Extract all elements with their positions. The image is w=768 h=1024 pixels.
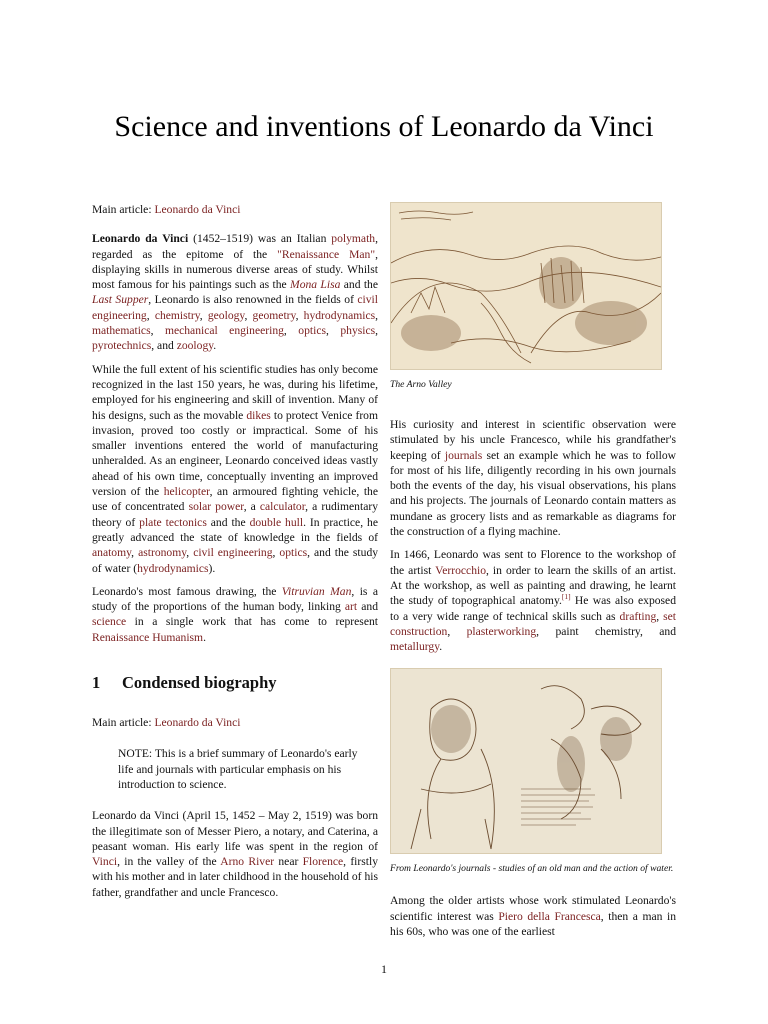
section-main-article-link[interactable]: Leonardo da Vinci [154, 716, 241, 730]
inline-link[interactable]: drafting [619, 609, 657, 623]
text-run: , is a study of the proportions of the human body, linking [92, 584, 378, 614]
text-run: In 1466, Leonardo was sent to Florence to the workshop of the artist [390, 548, 676, 577]
inline-link[interactable]: Florence [302, 855, 344, 869]
arno-valley-image[interactable] [390, 202, 662, 370]
text-run: . In practice, he greatly advanced the state of knowledge in the fields of [92, 515, 378, 544]
text-run: , a [243, 500, 260, 514]
text-run: , in the valley of the [117, 855, 221, 869]
text-run: , [375, 324, 379, 338]
text-run: , in order to learn the skills of an artist. At the workshop, as well as painting and drawing, he learnt the study of topographical anatomy. [390, 563, 676, 608]
bold-text: Leonardo da Vinci [92, 232, 189, 246]
inline-link[interactable]: helicopter [163, 485, 210, 499]
text-run: , [656, 609, 664, 623]
inline-link[interactable]: optics [298, 324, 326, 338]
text-run: , displaying skills in numerous diverse areas of study. Whilst most famous for his paintings such as the [92, 247, 378, 292]
main-article-prefix: Main article: [92, 203, 155, 216]
section-heading [92, 673, 378, 693]
inline-link[interactable]: Last Supper [92, 293, 149, 307]
text-run: and the [206, 515, 250, 529]
inline-link[interactable]: Arno River [220, 855, 275, 869]
inline-link[interactable]: plasterworking [466, 624, 537, 638]
inline-link[interactable]: Mona Lisa [290, 278, 341, 292]
inline-link[interactable]: set construction [390, 609, 676, 638]
section-main-article-prefix: Main article: [92, 716, 155, 730]
inline-link[interactable]: mathematics [92, 324, 151, 338]
inline-link[interactable]: art [344, 600, 358, 614]
note-box: NOTE: This is a brief summary of Leonardo's early life and journals with particular emphasis on his introduction to science. [118, 747, 358, 791]
text-run: , an armoured fighting vehicle, the use of concentrated [92, 485, 378, 514]
inline-link[interactable]: journals [444, 448, 483, 462]
inline-link[interactable]: hydrodynamics [303, 308, 376, 322]
section-number: 1 [92, 673, 101, 693]
inline-link[interactable]: metallurgy [390, 640, 440, 654]
text-run: , [447, 624, 467, 638]
inline-link[interactable]: anatomy [92, 546, 132, 560]
text-run: , [295, 308, 304, 322]
figure-arno-valley [390, 202, 676, 391]
inline-link[interactable]: Piero della Francesca [498, 909, 601, 923]
inline-link[interactable]: Renaissance Humanism [92, 630, 204, 644]
text-run: Among the older artists whose work stimulated Leonardo's scientific interest was [390, 894, 676, 923]
text-run: . [213, 339, 217, 353]
text-run: While the full extent of his scientific studies has only become recognized in the last 150 years, he was, during his lifetime, employed for his engineering and skill of invention. Many of his designs, such as the movable [92, 362, 378, 422]
page-title: Science and inventions of Leonardo da Vinci [114, 110, 654, 143]
text-run: , [244, 308, 253, 322]
inline-link[interactable]: civil engineering [193, 546, 273, 560]
text-run: , [131, 546, 139, 560]
text-run: He was also exposed to a very wide range of technical skills such as [390, 594, 676, 623]
right-paragraph-3 [390, 893, 676, 939]
inline-link[interactable]: mechanical engineering [164, 324, 284, 338]
main-article-line [92, 202, 378, 217]
journal-studies-image[interactable] [390, 668, 662, 854]
text-run: , and [151, 339, 177, 353]
text-run: , paint chemistry, and [536, 624, 676, 638]
text-run: near [274, 855, 303, 869]
section-main-article-line [92, 715, 378, 730]
inline-link[interactable]: physics [340, 324, 376, 338]
page-number: 1 [381, 962, 387, 976]
right-paragraph-1 [390, 417, 676, 539]
right-column [390, 202, 676, 947]
inline-link[interactable]: calculator [259, 500, 306, 514]
intro-paragraph-2 [92, 362, 378, 576]
text-run: , [325, 324, 341, 338]
biography-paragraph-1 [92, 808, 378, 900]
inline-link[interactable]: geology [207, 308, 245, 322]
inline-link[interactable]: plate tectonics [139, 515, 207, 529]
arno-valley-sketch [391, 203, 661, 369]
text-run: to protect Venice from invasion, proved too costly or impractical. Some of his smaller inventions entered the world of manufacturing unheralded. As an engineer, Leonardo conceived ideas vastly ahead of his own time, conceptually inventing an improved version of the [92, 408, 378, 499]
right-paragraph-2 [390, 547, 676, 654]
text-run: , Leonardo is also renowned in the fields of [148, 293, 358, 307]
left-column [92, 202, 378, 908]
text-run: , [146, 308, 155, 322]
intro-paragraph-1 [92, 231, 378, 353]
inline-link[interactable]: pyrotechnics [92, 339, 152, 353]
inline-link[interactable]: astronomy [138, 546, 187, 560]
inline-link[interactable]: Vitruvian Man [281, 584, 352, 598]
text-run: , a rudimentary theory of [92, 500, 378, 529]
text-run: , and the study of water ( [92, 546, 379, 575]
text-run: . [439, 640, 443, 654]
figure-caption-journal-studies: From Leonardo's journals - studies of an old man and the action of water. [390, 863, 674, 875]
text-run: , [199, 308, 208, 322]
text-run: ). [208, 561, 216, 575]
text-run: and [357, 600, 378, 614]
inline-link[interactable]: double hull [249, 515, 304, 529]
inline-link[interactable]: hydrodynamics [137, 561, 209, 575]
inline-link[interactable]: geometry [252, 308, 296, 322]
inline-link[interactable]: solar power [188, 500, 244, 514]
text-run: , [283, 324, 299, 338]
inline-link[interactable]: polymath [331, 232, 376, 246]
inline-link[interactable]: science [92, 615, 127, 629]
text-run: , firstly with his mother and in later childhood in the household of his father, grandfather and uncle Francesco. [92, 855, 379, 899]
main-article-link[interactable]: Leonardo da Vinci [154, 203, 241, 216]
text-run: , [186, 546, 194, 560]
inline-link[interactable]: civil engineering [92, 293, 378, 322]
figure-caption-arno-valley: The Arno Valley [390, 379, 452, 390]
text-run: , regarded as the epitome of the [92, 232, 378, 261]
inline-link[interactable]: "Renaissance Man" [277, 247, 376, 261]
text-run: (1452–1519) was an Italian [188, 232, 332, 246]
inline-link[interactable]: chemistry [154, 308, 200, 322]
text-run: , [272, 546, 280, 560]
figure-journal-studies [390, 668, 676, 875]
text-run: . [203, 630, 206, 644]
journal-studies-sketch [391, 669, 661, 853]
text-run: His curiosity and interest in scientific observation were stimulated by his uncle Francesco, while his grandfather's keeping of [390, 418, 676, 462]
inline-link[interactable]: Verrocchio [435, 563, 487, 577]
intro-paragraph-3 [92, 584, 378, 645]
text-run: , then a man in his 60s, who was one of the earliest [390, 909, 677, 939]
text-run: , [375, 308, 379, 322]
text-run: set an example which he was to follow for most of his life, diligently recording in his own journals both the events of the day, his visual observations, his plans and his projects. The journals of Leonardo contain matters as mundane as grocery lists and as remarkable as diagrams for the construction of a flying machine. [390, 448, 677, 539]
inline-link[interactable]: Vinci [92, 855, 118, 869]
text-run: Leonardo da Vinci (April 15, 1452 – May 2, 1519) was born the illegitimate son of Messer Piero, a notary, and Caterina, a peasant woman. His early life was spent in the region of [92, 809, 378, 853]
text-run: and the [340, 278, 378, 292]
text-run: Leonardo's most famous drawing, the [92, 584, 282, 598]
inline-link[interactable]: dikes [246, 408, 271, 422]
text-run: in a single work that has come to represent [126, 615, 378, 629]
inline-link[interactable]: zoology [176, 339, 214, 353]
inline-link[interactable]: optics [279, 546, 308, 560]
reference-link[interactable]: [1] [561, 592, 571, 602]
text-run: , [150, 324, 165, 338]
section-title: Condensed biography [122, 673, 277, 693]
